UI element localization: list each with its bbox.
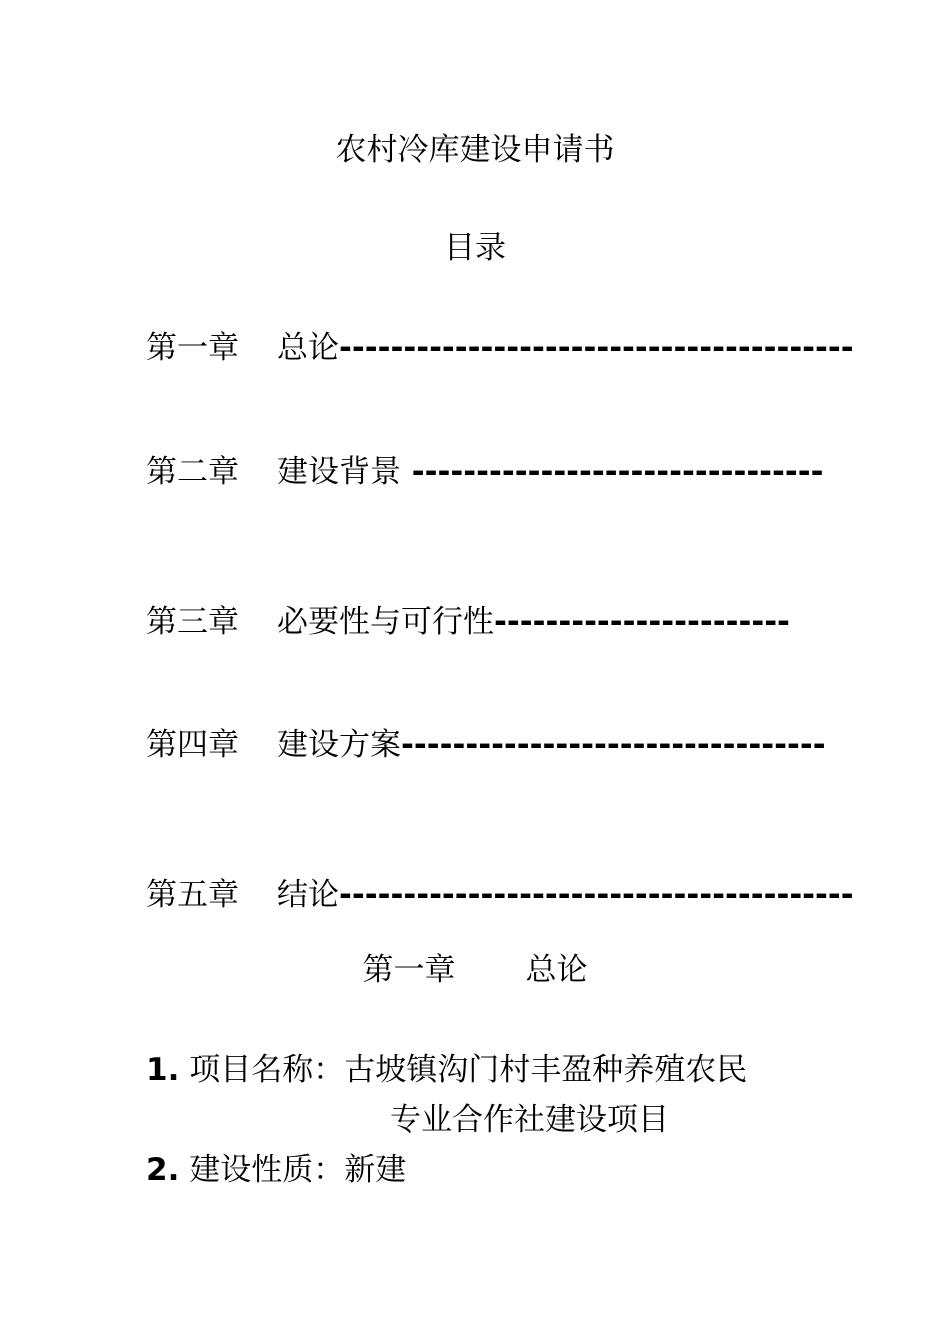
chapter-title: 总论 [525,952,588,988]
toc-leader: ----------------------- [494,604,790,640]
chapter-label: 第一章 [362,952,456,988]
toc-chapter-label: 第一章 [146,330,239,366]
item-label: 项目名称： [189,1052,345,1088]
item-value: 古坡镇沟门村丰盈种养殖农民 [344,1052,748,1088]
chapter-1-heading [0,948,950,992]
toc-leader: --------------------------------- [401,727,826,763]
toc-chapter-title: 总论 [277,330,339,366]
item-project-name [146,1048,747,1092]
toc-entry-chapter-5 [146,873,854,917]
toc-chapter-title: 建设方案 [277,727,401,763]
item-value: 新建 [344,1152,407,1188]
toc-entry-chapter-3 [146,600,790,644]
toc-heading: 目录 [444,230,506,266]
toc-entry-chapter-2 [146,450,824,494]
toc-chapter-label: 第五章 [146,877,239,913]
toc-chapter-title: 结论 [277,877,339,913]
item-number: 1. [146,1052,180,1088]
toc-leader: ---------------------------------------- [339,877,854,913]
toc-leader: -------------------------------- [401,454,824,490]
item-label: 建设性质： [189,1152,345,1188]
toc-chapter-label: 第二章 [146,454,239,490]
document-title: 农村冷库建设申请书 [335,132,615,168]
toc-chapter-label: 第四章 [146,727,239,763]
item-project-name-continuation: 专业合作社建设项目 [390,1102,669,1138]
toc-entry-chapter-1 [146,326,854,370]
toc-entry-chapter-4 [146,723,826,767]
toc-chapter-title: 建设背景 [277,454,401,490]
toc-chapter-label: 第三章 [146,604,239,640]
item-construction-nature [146,1148,406,1192]
item-number: 2. [146,1152,180,1188]
toc-leader: ---------------------------------------- [339,330,854,366]
toc-chapter-title: 必要性与可行性 [277,604,494,640]
